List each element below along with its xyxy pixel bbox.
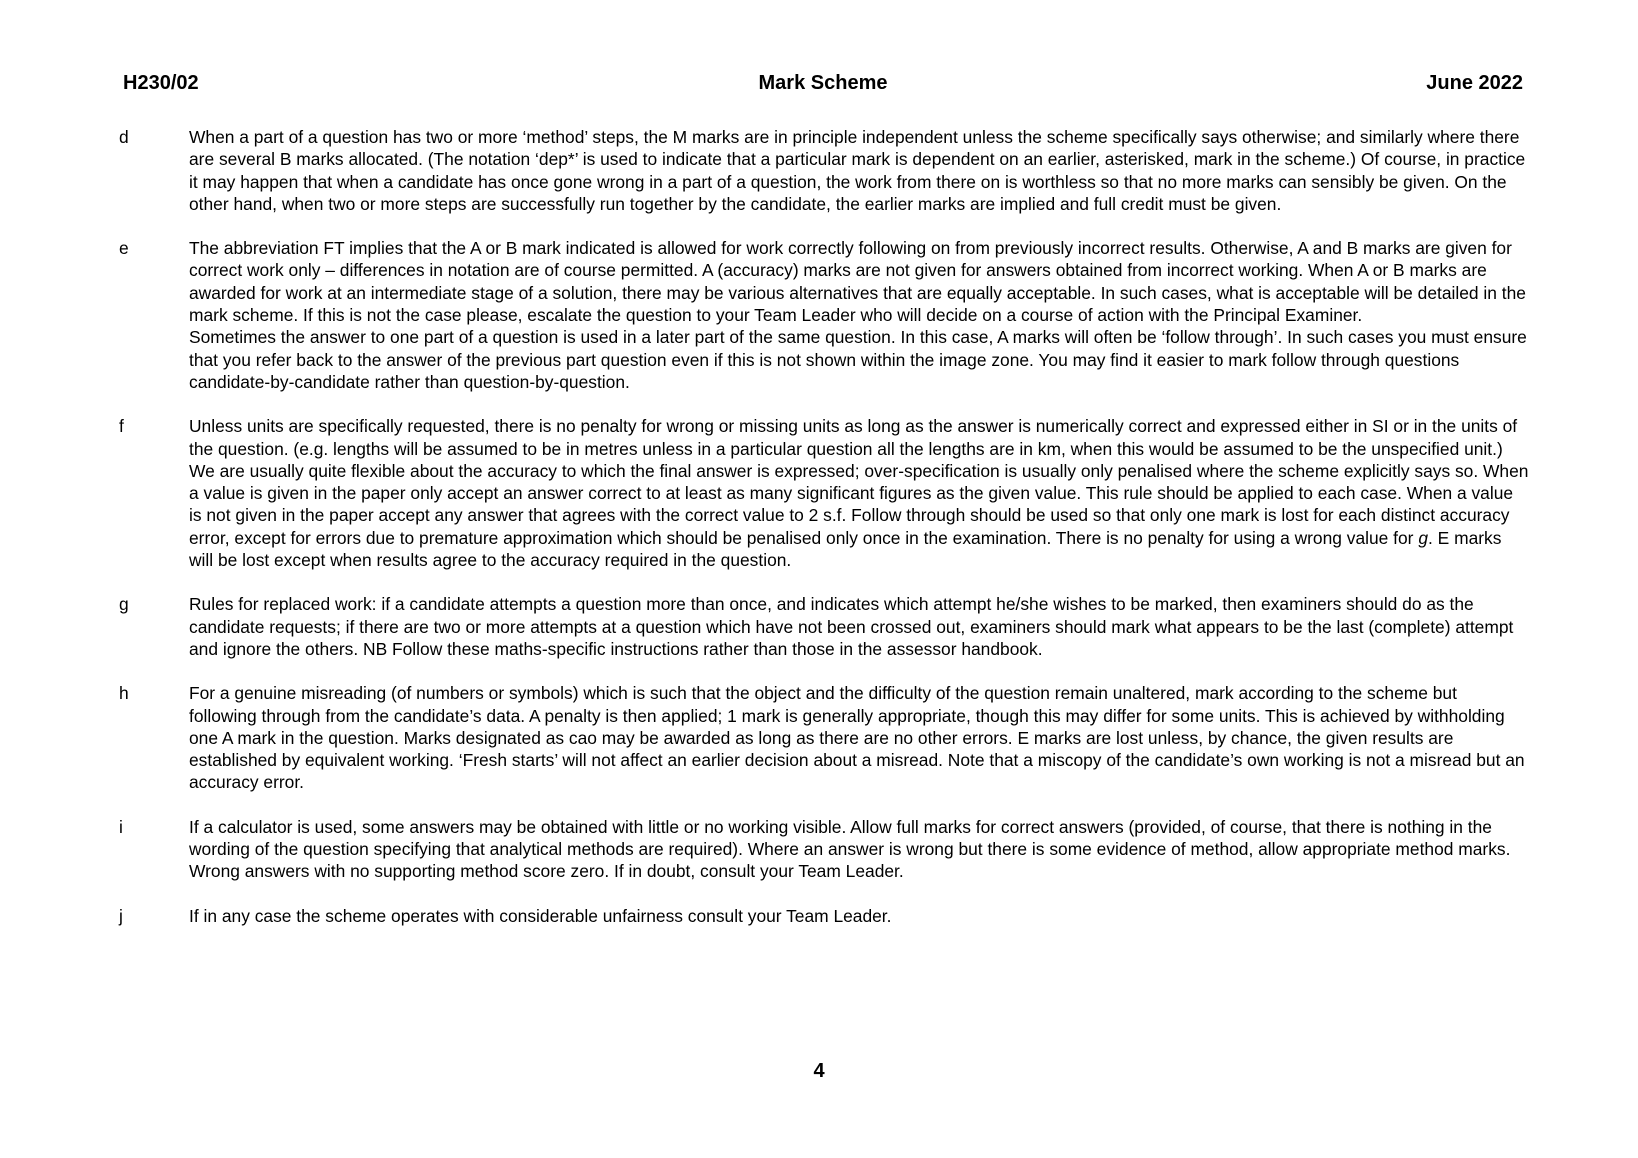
item-letter: e [119, 238, 129, 259]
item-paragraph: If in any case the scheme operates with considerable unfairness consult your Team Leader. [189, 905, 892, 926]
item-letter: i [119, 816, 123, 837]
item-letter: d [119, 127, 129, 147]
item-letter: f [119, 416, 124, 437]
item-letter: h [119, 683, 129, 704]
instruction-item-j [119, 905, 1529, 927]
page-number: 4 [813, 1060, 825, 1082]
item-letter: g [119, 594, 129, 615]
instruction-item-h [119, 682, 1529, 793]
item-paragraph: When a part of a question has two or more ‘method’ steps, the M marks are in principle independent unless the scheme specifically says otherwise; and similarly where there are several B marks allocated. (The notation ‘dep*’ is used to indicate that a particular mark is dependent on an earlier, asterisked, mark in the scheme.) Of course, in practice it may happen that when a candidate has once gone wrong in a part of a question, the work from there on is worthless so that no more marks can sensibly be given. On the other hand, when two or more steps are successfully run together by the candidate, the earlier marks are implied and full credit must be given. [189, 127, 1526, 214]
instruction-list [119, 126, 1529, 949]
instruction-item-g [119, 593, 1529, 660]
item-letter: j [119, 905, 123, 926]
instruction-item-i [119, 816, 1529, 883]
page-title: Mark Scheme [758, 72, 888, 94]
item-paragraph: For a genuine misreading (of numbers or symbols) which is such that the object and the difficulty of the question remain unaltered, mark according to the scheme but following through from the candidate’s data. A penalty is then applied; 1 mark is generally appropriate, though this may differ for some units. This is achieved by withholding one A mark in the question. Marks designated as cao may be awarded as long as there are no other errors. E marks are lost unless, by chance, the given results are established by equivalent working. ‘Fresh starts’ will not affect an earlier decision about a misread. Note that a miscopy of the candidate’s own working is not a misread but an accuracy error. [189, 683, 1525, 793]
item-paragraph: Unless units are specifically requested, there is no penalty for wrong or missing units as long as the answer is numerically correct and expressed either in SI or in the units of the question. (e.g. lengths will be assumed to be in metres unless in a particular question all the lengths are in km, when this would be assumed to be the unspecified unit.) We are usually quite flexible about the accuracy to which the final answer is expressed; over-specification is usually only penalised where the scheme explicitly says so. When a value is given in the paper only accept an answer correct to at least as many significant figures as the given value. This rule should be applied to each case. When a value is not given in the paper accept any answer that agrees with the correct value to 2 s.f. Follow through should be used so that only one mark is lost for each distinct accuracy error, except for errors due to premature approximation which should be penalised only once in the examination. There is no penalty for using a wrong value for g. E marks will be lost except when results agree to the accuracy required in the question. [189, 416, 1529, 571]
item-paragraph: Sometimes the answer to one part of a question is used in a later part of the same question. In this case, A marks will often be ‘follow through’. In such cases you must ensure that you refer back to the answer of the previous part question even if this is not shown within the image zone. You may find it easier to mark follow through questions candidate-by-candidate rather than question-by-question. [189, 327, 1527, 392]
item-paragraph: Rules for replaced work: if a candidate attempts a question more than once, and indicates which attempt he/she wishes to be marked, then examiners should do as the candidate requests; if there are two or more attempts at a question which have not been crossed out, examiners should mark what appears to be the last (complete) attempt and ignore the others. NB Follow these maths-specific instructions rather than those in the assessor handbook. [189, 594, 1514, 659]
instruction-item-d [119, 126, 1529, 215]
instruction-item-f [119, 415, 1529, 571]
paper-code: H230/02 [123, 72, 199, 94]
item-paragraph: The abbreviation FT implies that the A or B mark indicated is allowed for work correctly following on from previously incorrect results. Otherwise, A and B marks are given for correct work only – differences in notation are of course permitted. A (accuracy) marks are not given for answers obtained from incorrect working. When A or B marks are awarded for work at an intermediate stage of a solution, there may be various alternatives that are equally acceptable. In such cases, what is acceptable will be detailed in the mark scheme. If this is not the case please, escalate the question to your Team Leader who will decide on a course of action with the Principal Examiner. [189, 238, 1526, 326]
exam-date: June 2022 [1426, 72, 1523, 94]
page-header [123, 72, 1523, 100]
item-paragraph: If a calculator is used, some answers may be obtained with little or no working visible. Allow full marks for correct answers (provided, of course, that there is nothing in the wording of the question specifying that analytical methods are required). Where an answer is wrong but there is some evidence of method, allow appropriate method marks. Wrong answers with no supporting method score zero. If in doubt, consult your Team Leader. [189, 816, 1511, 882]
instruction-item-e [119, 237, 1529, 393]
